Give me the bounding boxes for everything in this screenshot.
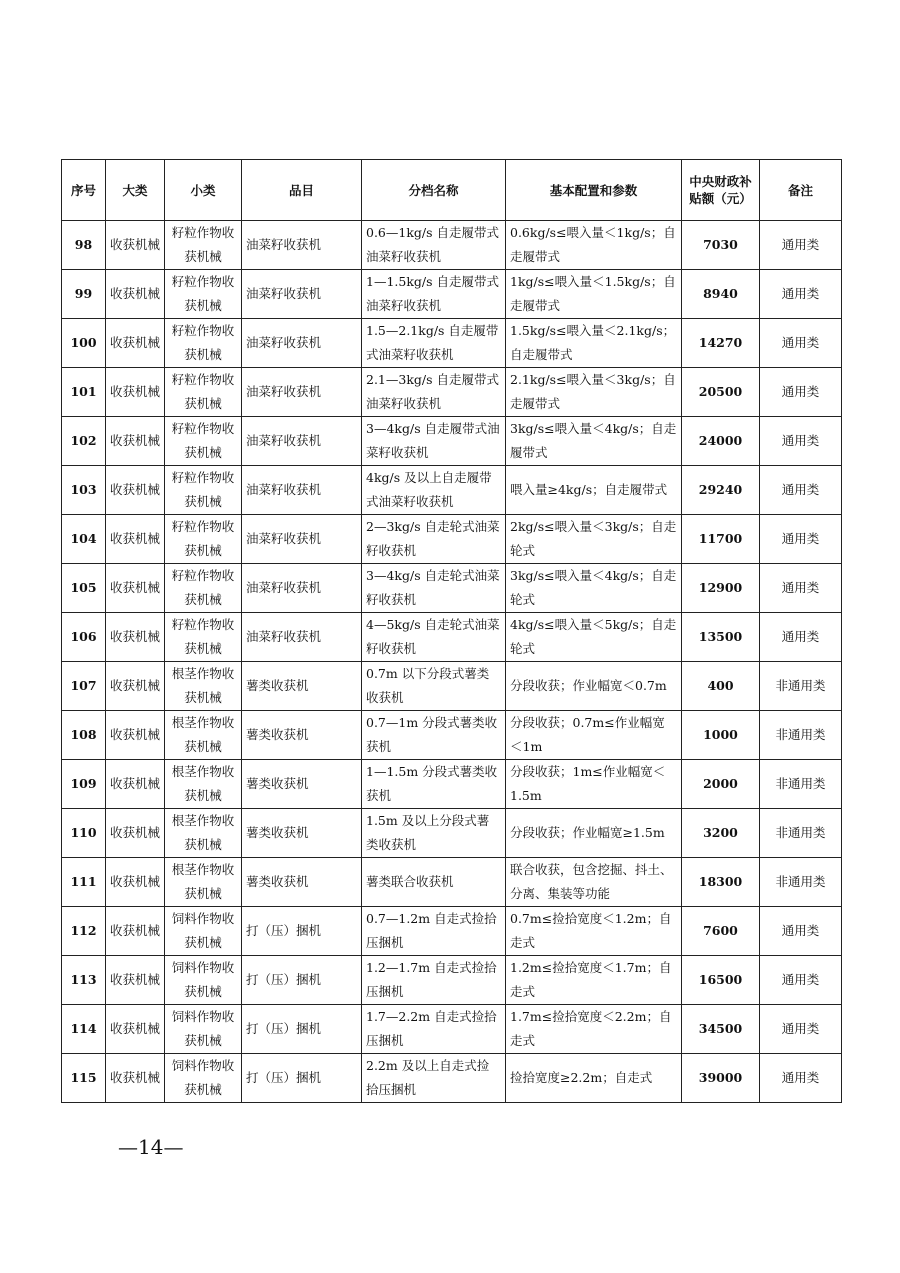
cell-seq: 105	[62, 564, 106, 613]
table-row	[62, 1054, 842, 1103]
table-row	[62, 515, 842, 564]
cell-config: 分段收获；作业幅宽≥1.5m	[506, 809, 682, 858]
cell-tier-name: 3—4kg/s 自走轮式油菜籽收获机	[362, 564, 506, 613]
cell-remark: 通用类	[760, 1005, 842, 1054]
table-row	[62, 956, 842, 1005]
table-row	[62, 662, 842, 711]
header-remark: 备注	[760, 160, 842, 221]
cell-tier-name: 3—4kg/s 自走履带式油菜籽收获机	[362, 417, 506, 466]
cell-item: 油菜籽收获机	[242, 270, 362, 319]
cell-major-category: 收获机械	[106, 466, 165, 515]
cell-config: 4kg/s≤喂入量＜5kg/s；自走轮式	[506, 613, 682, 662]
cell-subsidy: 12900	[682, 564, 760, 613]
cell-subsidy: 14270	[682, 319, 760, 368]
cell-tier-name: 2.1—3kg/s 自走履带式油菜籽收获机	[362, 368, 506, 417]
cell-major-category: 收获机械	[106, 711, 165, 760]
cell-tier-name: 1—1.5m 分段式薯类收获机	[362, 760, 506, 809]
table-row	[62, 466, 842, 515]
cell-minor-category: 饲料作物收获机械	[165, 907, 242, 956]
cell-item: 打（压）捆机	[242, 956, 362, 1005]
cell-minor-category: 饲料作物收获机械	[165, 1005, 242, 1054]
cell-major-category: 收获机械	[106, 1054, 165, 1103]
cell-seq: 100	[62, 319, 106, 368]
cell-minor-category: 根茎作物收获机械	[165, 711, 242, 760]
cell-tier-name: 2.2m 及以上自走式捡拾压捆机	[362, 1054, 506, 1103]
cell-item: 打（压）捆机	[242, 1054, 362, 1103]
cell-subsidy: 29240	[682, 466, 760, 515]
cell-tier-name: 0.7—1.2m 自走式捡拾压捆机	[362, 907, 506, 956]
cell-remark: 通用类	[760, 270, 842, 319]
cell-remark: 通用类	[760, 515, 842, 564]
cell-config: 0.6kg/s≤喂入量＜1kg/s；自走履带式	[506, 221, 682, 270]
cell-config: 2.1kg/s≤喂入量＜3kg/s；自走履带式	[506, 368, 682, 417]
cell-config: 分段收获；作业幅宽＜0.7m	[506, 662, 682, 711]
table-row	[62, 760, 842, 809]
cell-subsidy: 20500	[682, 368, 760, 417]
table-row	[62, 368, 842, 417]
cell-config: 3kg/s≤喂入量＜4kg/s；自走轮式	[506, 564, 682, 613]
cell-major-category: 收获机械	[106, 662, 165, 711]
cell-config: 3kg/s≤喂入量＜4kg/s；自走履带式	[506, 417, 682, 466]
cell-item: 油菜籽收获机	[242, 368, 362, 417]
cell-major-category: 收获机械	[106, 760, 165, 809]
cell-minor-category: 根茎作物收获机械	[165, 662, 242, 711]
table-row	[62, 564, 842, 613]
table-row	[62, 858, 842, 907]
cell-tier-name: 4—5kg/s 自走轮式油菜籽收获机	[362, 613, 506, 662]
cell-item: 打（压）捆机	[242, 1005, 362, 1054]
page-number: —14—	[118, 1135, 184, 1159]
cell-seq: 99	[62, 270, 106, 319]
header-config: 基本配置和参数	[506, 160, 682, 221]
cell-major-category: 收获机械	[106, 221, 165, 270]
cell-item: 薯类收获机	[242, 809, 362, 858]
cell-seq: 102	[62, 417, 106, 466]
cell-minor-category: 籽粒作物收获机械	[165, 221, 242, 270]
header-subsidy: 中央财政补贴额（元）	[682, 160, 760, 221]
header-major-category: 大类	[106, 160, 165, 221]
table-row	[62, 613, 842, 662]
cell-tier-name: 0.6—1kg/s 自走履带式油菜籽收获机	[362, 221, 506, 270]
cell-minor-category: 籽粒作物收获机械	[165, 515, 242, 564]
cell-subsidy: 8940	[682, 270, 760, 319]
subsidy-table	[61, 159, 842, 1103]
cell-item: 油菜籽收获机	[242, 564, 362, 613]
cell-remark: 通用类	[760, 1054, 842, 1103]
cell-minor-category: 籽粒作物收获机械	[165, 466, 242, 515]
cell-subsidy: 18300	[682, 858, 760, 907]
cell-seq: 103	[62, 466, 106, 515]
cell-config: 喂入量≥4kg/s；自走履带式	[506, 466, 682, 515]
cell-major-category: 收获机械	[106, 907, 165, 956]
cell-item: 打（压）捆机	[242, 907, 362, 956]
cell-item: 油菜籽收获机	[242, 466, 362, 515]
table-header-row	[62, 160, 842, 221]
table-row	[62, 270, 842, 319]
cell-subsidy: 24000	[682, 417, 760, 466]
cell-tier-name: 1.2—1.7m 自走式捡拾压捆机	[362, 956, 506, 1005]
cell-seq: 106	[62, 613, 106, 662]
cell-tier-name: 1.7—2.2m 自走式捡拾压捆机	[362, 1005, 506, 1054]
cell-config: 捡拾宽度≥2.2m；自走式	[506, 1054, 682, 1103]
cell-subsidy: 3200	[682, 809, 760, 858]
cell-item: 油菜籽收获机	[242, 221, 362, 270]
cell-minor-category: 根茎作物收获机械	[165, 858, 242, 907]
cell-seq: 115	[62, 1054, 106, 1103]
cell-remark: 通用类	[760, 221, 842, 270]
table-row	[62, 221, 842, 270]
cell-subsidy: 1000	[682, 711, 760, 760]
cell-subsidy: 16500	[682, 956, 760, 1005]
cell-major-category: 收获机械	[106, 564, 165, 613]
cell-seq: 104	[62, 515, 106, 564]
cell-minor-category: 籽粒作物收获机械	[165, 564, 242, 613]
cell-config: 1.5kg/s≤喂入量＜2.1kg/s；自走履带式	[506, 319, 682, 368]
cell-tier-name: 薯类联合收获机	[362, 858, 506, 907]
table-row	[62, 1005, 842, 1054]
cell-tier-name: 1—1.5kg/s 自走履带式油菜籽收获机	[362, 270, 506, 319]
cell-subsidy: 2000	[682, 760, 760, 809]
cell-item: 油菜籽收获机	[242, 417, 362, 466]
cell-major-category: 收获机械	[106, 613, 165, 662]
cell-tier-name: 0.7m 以下分段式薯类收获机	[362, 662, 506, 711]
cell-seq: 98	[62, 221, 106, 270]
cell-remark: 非通用类	[760, 760, 842, 809]
cell-subsidy: 7600	[682, 907, 760, 956]
cell-config: 1kg/s≤喂入量＜1.5kg/s；自走履带式	[506, 270, 682, 319]
cell-remark: 通用类	[760, 368, 842, 417]
cell-minor-category: 根茎作物收获机械	[165, 809, 242, 858]
cell-remark: 非通用类	[760, 711, 842, 760]
table-row	[62, 417, 842, 466]
cell-remark: 非通用类	[760, 858, 842, 907]
cell-remark: 通用类	[760, 907, 842, 956]
cell-remark: 通用类	[760, 564, 842, 613]
cell-subsidy: 11700	[682, 515, 760, 564]
cell-remark: 非通用类	[760, 662, 842, 711]
cell-subsidy: 39000	[682, 1054, 760, 1103]
header-tier-name: 分档名称	[362, 160, 506, 221]
cell-major-category: 收获机械	[106, 515, 165, 564]
table-row	[62, 319, 842, 368]
cell-major-category: 收获机械	[106, 417, 165, 466]
cell-tier-name: 4kg/s 及以上自走履带式油菜籽收获机	[362, 466, 506, 515]
cell-seq: 101	[62, 368, 106, 417]
cell-tier-name: 1.5—2.1kg/s 自走履带式油菜籽收获机	[362, 319, 506, 368]
header-item: 品目	[242, 160, 362, 221]
cell-major-category: 收获机械	[106, 319, 165, 368]
cell-item: 油菜籽收获机	[242, 319, 362, 368]
cell-tier-name: 0.7—1m 分段式薯类收获机	[362, 711, 506, 760]
cell-subsidy: 34500	[682, 1005, 760, 1054]
cell-item: 薯类收获机	[242, 711, 362, 760]
cell-seq: 109	[62, 760, 106, 809]
cell-item: 薯类收获机	[242, 858, 362, 907]
cell-minor-category: 籽粒作物收获机械	[165, 319, 242, 368]
cell-seq: 107	[62, 662, 106, 711]
table-body	[62, 221, 842, 1103]
cell-item: 薯类收获机	[242, 662, 362, 711]
cell-config: 分段收获；1m≤作业幅宽＜1.5m	[506, 760, 682, 809]
table-row	[62, 711, 842, 760]
cell-major-category: 收获机械	[106, 270, 165, 319]
cell-minor-category: 饲料作物收获机械	[165, 956, 242, 1005]
cell-subsidy: 13500	[682, 613, 760, 662]
cell-subsidy: 400	[682, 662, 760, 711]
table-row	[62, 907, 842, 956]
cell-seq: 111	[62, 858, 106, 907]
cell-seq: 110	[62, 809, 106, 858]
cell-minor-category: 根茎作物收获机械	[165, 760, 242, 809]
cell-item: 薯类收获机	[242, 760, 362, 809]
cell-remark: 通用类	[760, 417, 842, 466]
table-row	[62, 809, 842, 858]
cell-config: 1.7m≤捡拾宽度＜2.2m；自走式	[506, 1005, 682, 1054]
cell-seq: 112	[62, 907, 106, 956]
header-minor-category: 小类	[165, 160, 242, 221]
cell-minor-category: 籽粒作物收获机械	[165, 613, 242, 662]
cell-minor-category: 籽粒作物收获机械	[165, 417, 242, 466]
cell-minor-category: 饲料作物收获机械	[165, 1054, 242, 1103]
cell-config: 分段收获；0.7m≤作业幅宽＜1m	[506, 711, 682, 760]
cell-seq: 114	[62, 1005, 106, 1054]
cell-remark: 通用类	[760, 613, 842, 662]
cell-remark: 通用类	[760, 466, 842, 515]
cell-major-category: 收获机械	[106, 809, 165, 858]
cell-config: 0.7m≤捡拾宽度＜1.2m；自走式	[506, 907, 682, 956]
cell-minor-category: 籽粒作物收获机械	[165, 368, 242, 417]
cell-minor-category: 籽粒作物收获机械	[165, 270, 242, 319]
cell-remark: 通用类	[760, 319, 842, 368]
cell-config: 1.2m≤捡拾宽度＜1.7m；自走式	[506, 956, 682, 1005]
cell-config: 2kg/s≤喂入量＜3kg/s；自走轮式	[506, 515, 682, 564]
cell-major-category: 收获机械	[106, 956, 165, 1005]
cell-remark: 非通用类	[760, 809, 842, 858]
header-seq: 序号	[62, 160, 106, 221]
cell-major-category: 收获机械	[106, 1005, 165, 1054]
cell-tier-name: 1.5m 及以上分段式薯类收获机	[362, 809, 506, 858]
cell-major-category: 收获机械	[106, 858, 165, 907]
cell-tier-name: 2—3kg/s 自走轮式油菜籽收获机	[362, 515, 506, 564]
cell-item: 油菜籽收获机	[242, 613, 362, 662]
cell-subsidy: 7030	[682, 221, 760, 270]
cell-remark: 通用类	[760, 956, 842, 1005]
cell-config: 联合收获，包含挖掘、抖土、分离、集装等功能	[506, 858, 682, 907]
cell-item: 油菜籽收获机	[242, 515, 362, 564]
cell-major-category: 收获机械	[106, 368, 165, 417]
cell-seq: 108	[62, 711, 106, 760]
cell-seq: 113	[62, 956, 106, 1005]
